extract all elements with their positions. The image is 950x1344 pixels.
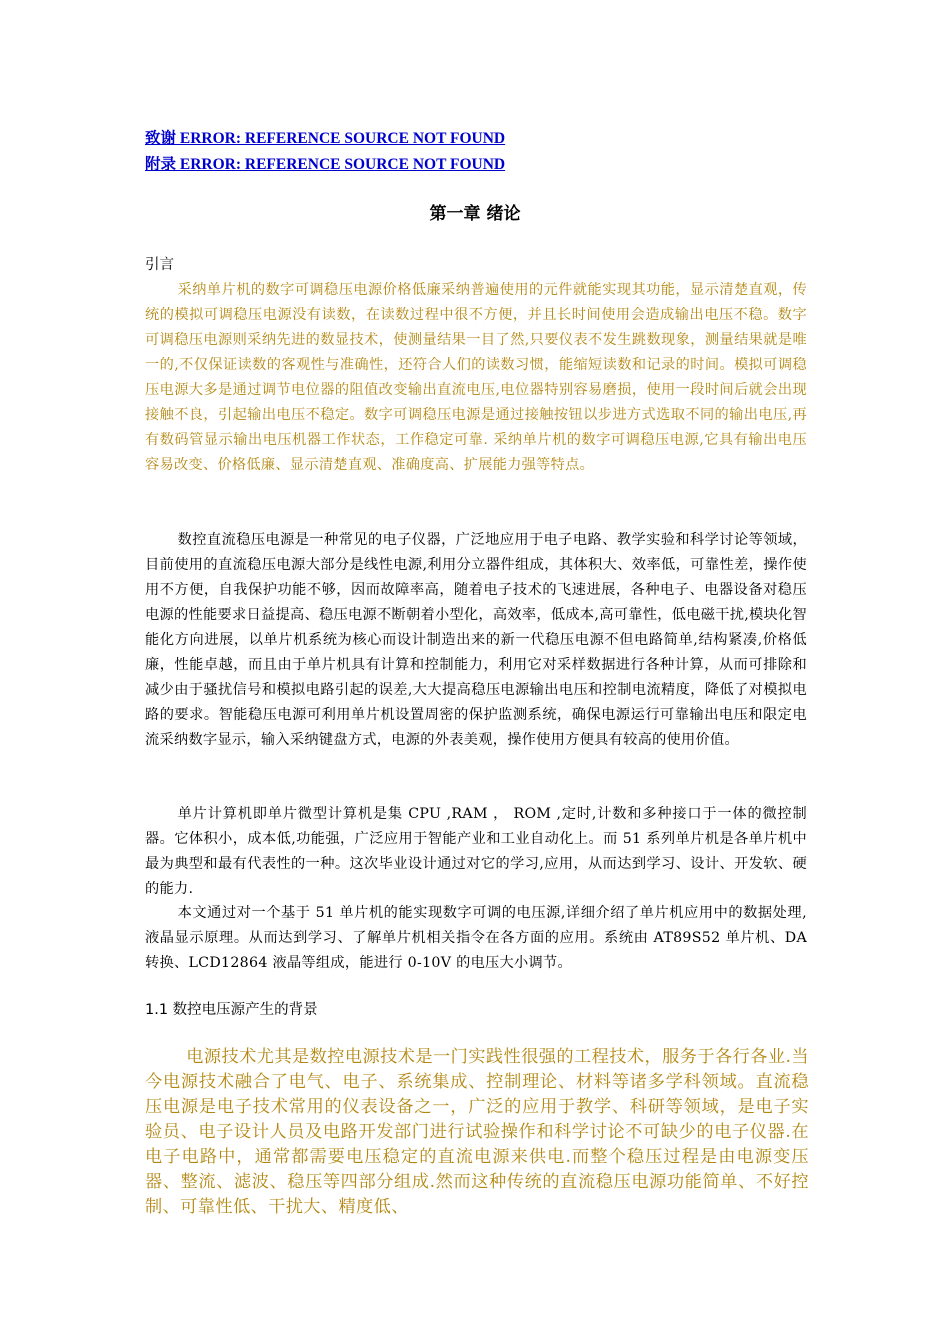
intro-paragraph-4: 本文通过对一个基于 51 单片机的能实现数字可调的电压源,详细介绍了单片机应用中的数据处理,液晶显示原理。从而达到学习、了解单片机相关指令在各方面的应用。系统由 AT89S52 单片机、DA 转换、LCD12864 液晶等组成，能进行 0-10V 的电压大小调节。 <box>145 905 807 971</box>
intro-paragraph-1: 采纳单片机的数字可调稳压电源价格低廉采纳普遍使用的元件就能实现其功能，显示清楚直观，传统的模拟可调稳压电源没有读数，在读数过程中很不方便，并且长时间使用会造成输出电压不稳。数字可调稳压电源则采纳先进的数显技术，使测量结果一目了然,只要仪表不发生跳数现象，测量结果就是唯一的,不仅保证读数的客观性与准确性，还符合人们的读数习惯，能缩短读数和记录的时间。模拟可调稳压电源大多是通过调节电位器的阻值改变输出直流电压,电位器特别容易磨损，使用一段时间后就会出现接触不良，引起输出电压不稳定。数字可调稳压电源是通过接触按钮以步进方式选取不同的输出电压,再有数码管显示输出电压机器工作状态，工作稳定可靠. 采纳单片机的数字可调稳压电源,它具有输出电压容易改变、价格低廉、显示清楚直观、准确度高、扩展能力强等特点。 <box>145 282 807 473</box>
intro-heading: 引言 <box>145 257 174 273</box>
chapter-title: 第一章 绪论 <box>429 204 521 224</box>
toc-link-acknowledgement[interactable]: 致谢 ERROR: REFERENCE SOURCE NOT FOUND <box>145 130 506 147</box>
section-1-1-paragraph: 电源技术尤其是数控电源技术是一门实践性很强的工程技术，服务于各行各业.当今电源技术融合了电气、电子、系统集成、控制理论、材料等诸多学科领域。直流稳压电源是电子技术常用的仪表设备之一，广泛的应用于教学、科研等领域，是电子实验员、电子设计人员及电路开发部门进行试验操作和科学讨论不可缺少的电子仪器.在电子电路中，通常都需要电压稳定的直流电源来供电.而整个稳压过程是由电源变压器、整流、滤波、稳压等四部分组成.然而这种传统的直流稳压电源功能简单、不好控制、可靠性低、干扰大、精度低、 <box>145 1047 809 1217</box>
intro-paragraph-2: 数控直流稳压电源是一种常见的电子仪器，广泛地应用于电子电路、教学实验和科学讨论等领域，目前使用的直流稳压电源大部分是线性电源,利用分立器件组成，其体积大、效率低，可靠性差，操作使用不方便，自我保护功能不够，因而故障率高，随着电子技术的飞速进展，各种电子、电器设备对稳压电源的性能要求日益提高、稳压电源不断朝着小型化，高效率，低成本,高可靠性，低电磁干扰,模块化智能化方向进展，以单片机系统为核心而设计制造出来的新一代稳压电源不但电路简单,结构紧凑,价格低廉，性能卓越，而且由于单片机具有计算和控制能力，利用它对采样数据进行各种计算，从而可排除和减少由于骚扰信号和模拟电路引起的误差,大大提高稳压电源输出电压和控制电流精度，降低了对模拟电路的要求。智能稳压电源可利用单片机设置周密的保护监测系统，确保电源运行可靠输出电压和限定电流采纳数字显示，输入采纳键盘方式，电源的外表美观，操作使用方便具有较高的使用价值。 <box>145 532 807 748</box>
table-of-contents <box>145 126 805 178</box>
section-1-1-heading: 1.1 数控电压源产生的背景 <box>145 1002 318 1018</box>
toc-link-appendix[interactable]: 附录 ERROR: REFERENCE SOURCE NOT FOUND <box>145 156 506 173</box>
intro-paragraph-3: 单片计算机即单片微型计算机是集 CPU ,RAM ， ROM ,定时,计数和多种接口于一体的微控制器。它体积小，成本低,功能强，广泛应用于智能产业和工业自动化上。而 51 系列单片机是各单片机中最为典型和最有代表性的一种。这次毕业设计通过对它的学习,应用，从而达到学习、设计、开发软、硬的能力. <box>145 806 807 897</box>
